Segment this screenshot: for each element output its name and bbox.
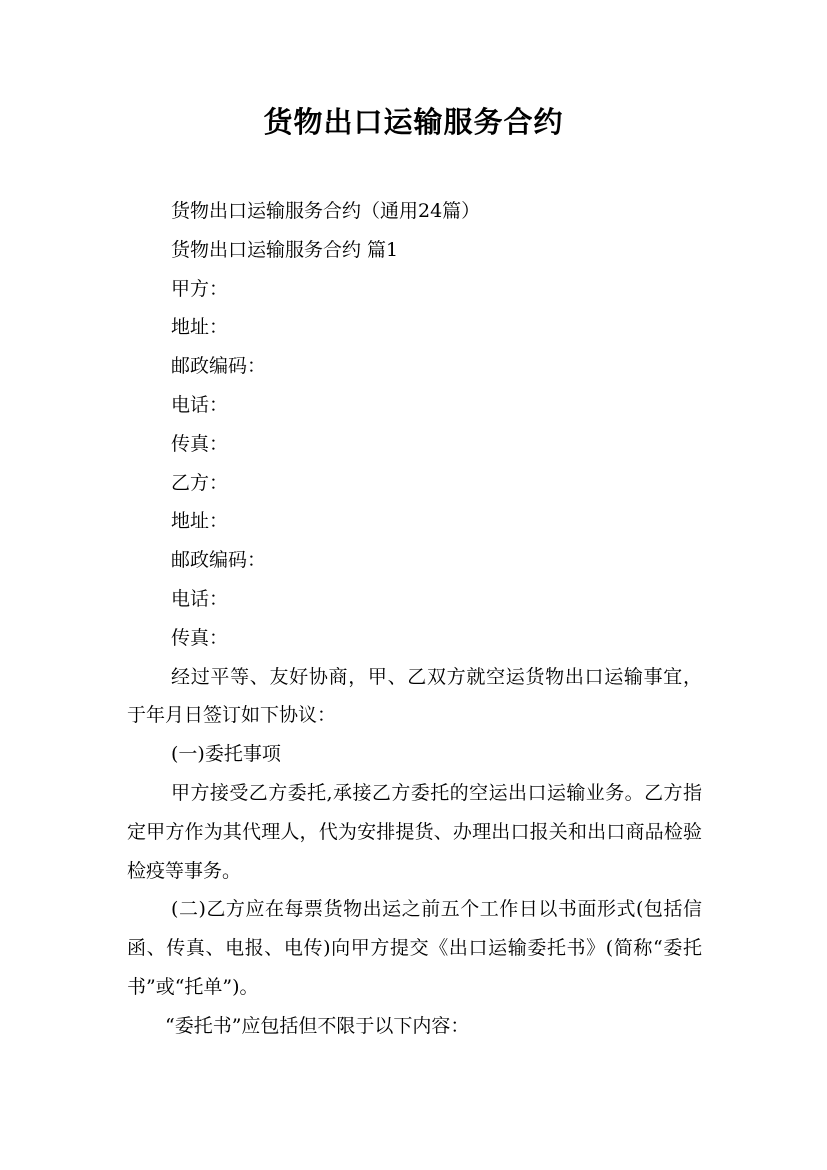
party-b-phone-label: 电话：	[171, 587, 229, 610]
party-a-phone-label: 电话：	[171, 393, 229, 416]
party-a-postcode-label: 邮政编码：	[171, 355, 267, 378]
party-a-label: 甲方：	[171, 277, 229, 300]
party-b-postcode-label: 邮政编码：	[171, 549, 267, 572]
document-title: 货物出口运输服务合约	[263, 105, 564, 139]
section-heading-entrustment: (一)委托事项	[171, 743, 281, 766]
party-b-address-label: 地址：	[171, 510, 229, 533]
party-a-address-label: 地址：	[171, 316, 229, 339]
paragraph-submission-terms: (二)乙方应在每票货物出运之前五个工作日以书面形式(包括信函、传真、电报、电传)向甲方提交《出口运输委托书》(简称“委托书”或“托单”)。	[127, 898, 702, 998]
document-body	[127, 192, 702, 1046]
paragraph-collection-heading: 货物出口运输服务合约（通用24篇）	[171, 200, 481, 222]
party-b-fax-label: 传真：	[171, 626, 229, 649]
paragraph-commission-contents: “委托书”应包括但不限于以下内容：	[165, 1014, 470, 1037]
paragraph-entrustment-scope: 甲方接受乙方委托,承接乙方委托的空运出口运输业务。乙方指定甲方作为其代理人，代为安排提货、办理出口报关和出口商品检验检疫等事务。	[127, 781, 702, 882]
party-b-label: 乙方：	[171, 471, 229, 494]
paragraph-article-heading: 货物出口运输服务合约 篇1	[171, 238, 399, 261]
party-a-fax-label: 传真：	[171, 432, 229, 455]
paragraph-preamble: 经过平等、友好协商，甲、乙双方就空运货物出口运输事宜，于年月日签订如下协议：	[127, 665, 702, 727]
